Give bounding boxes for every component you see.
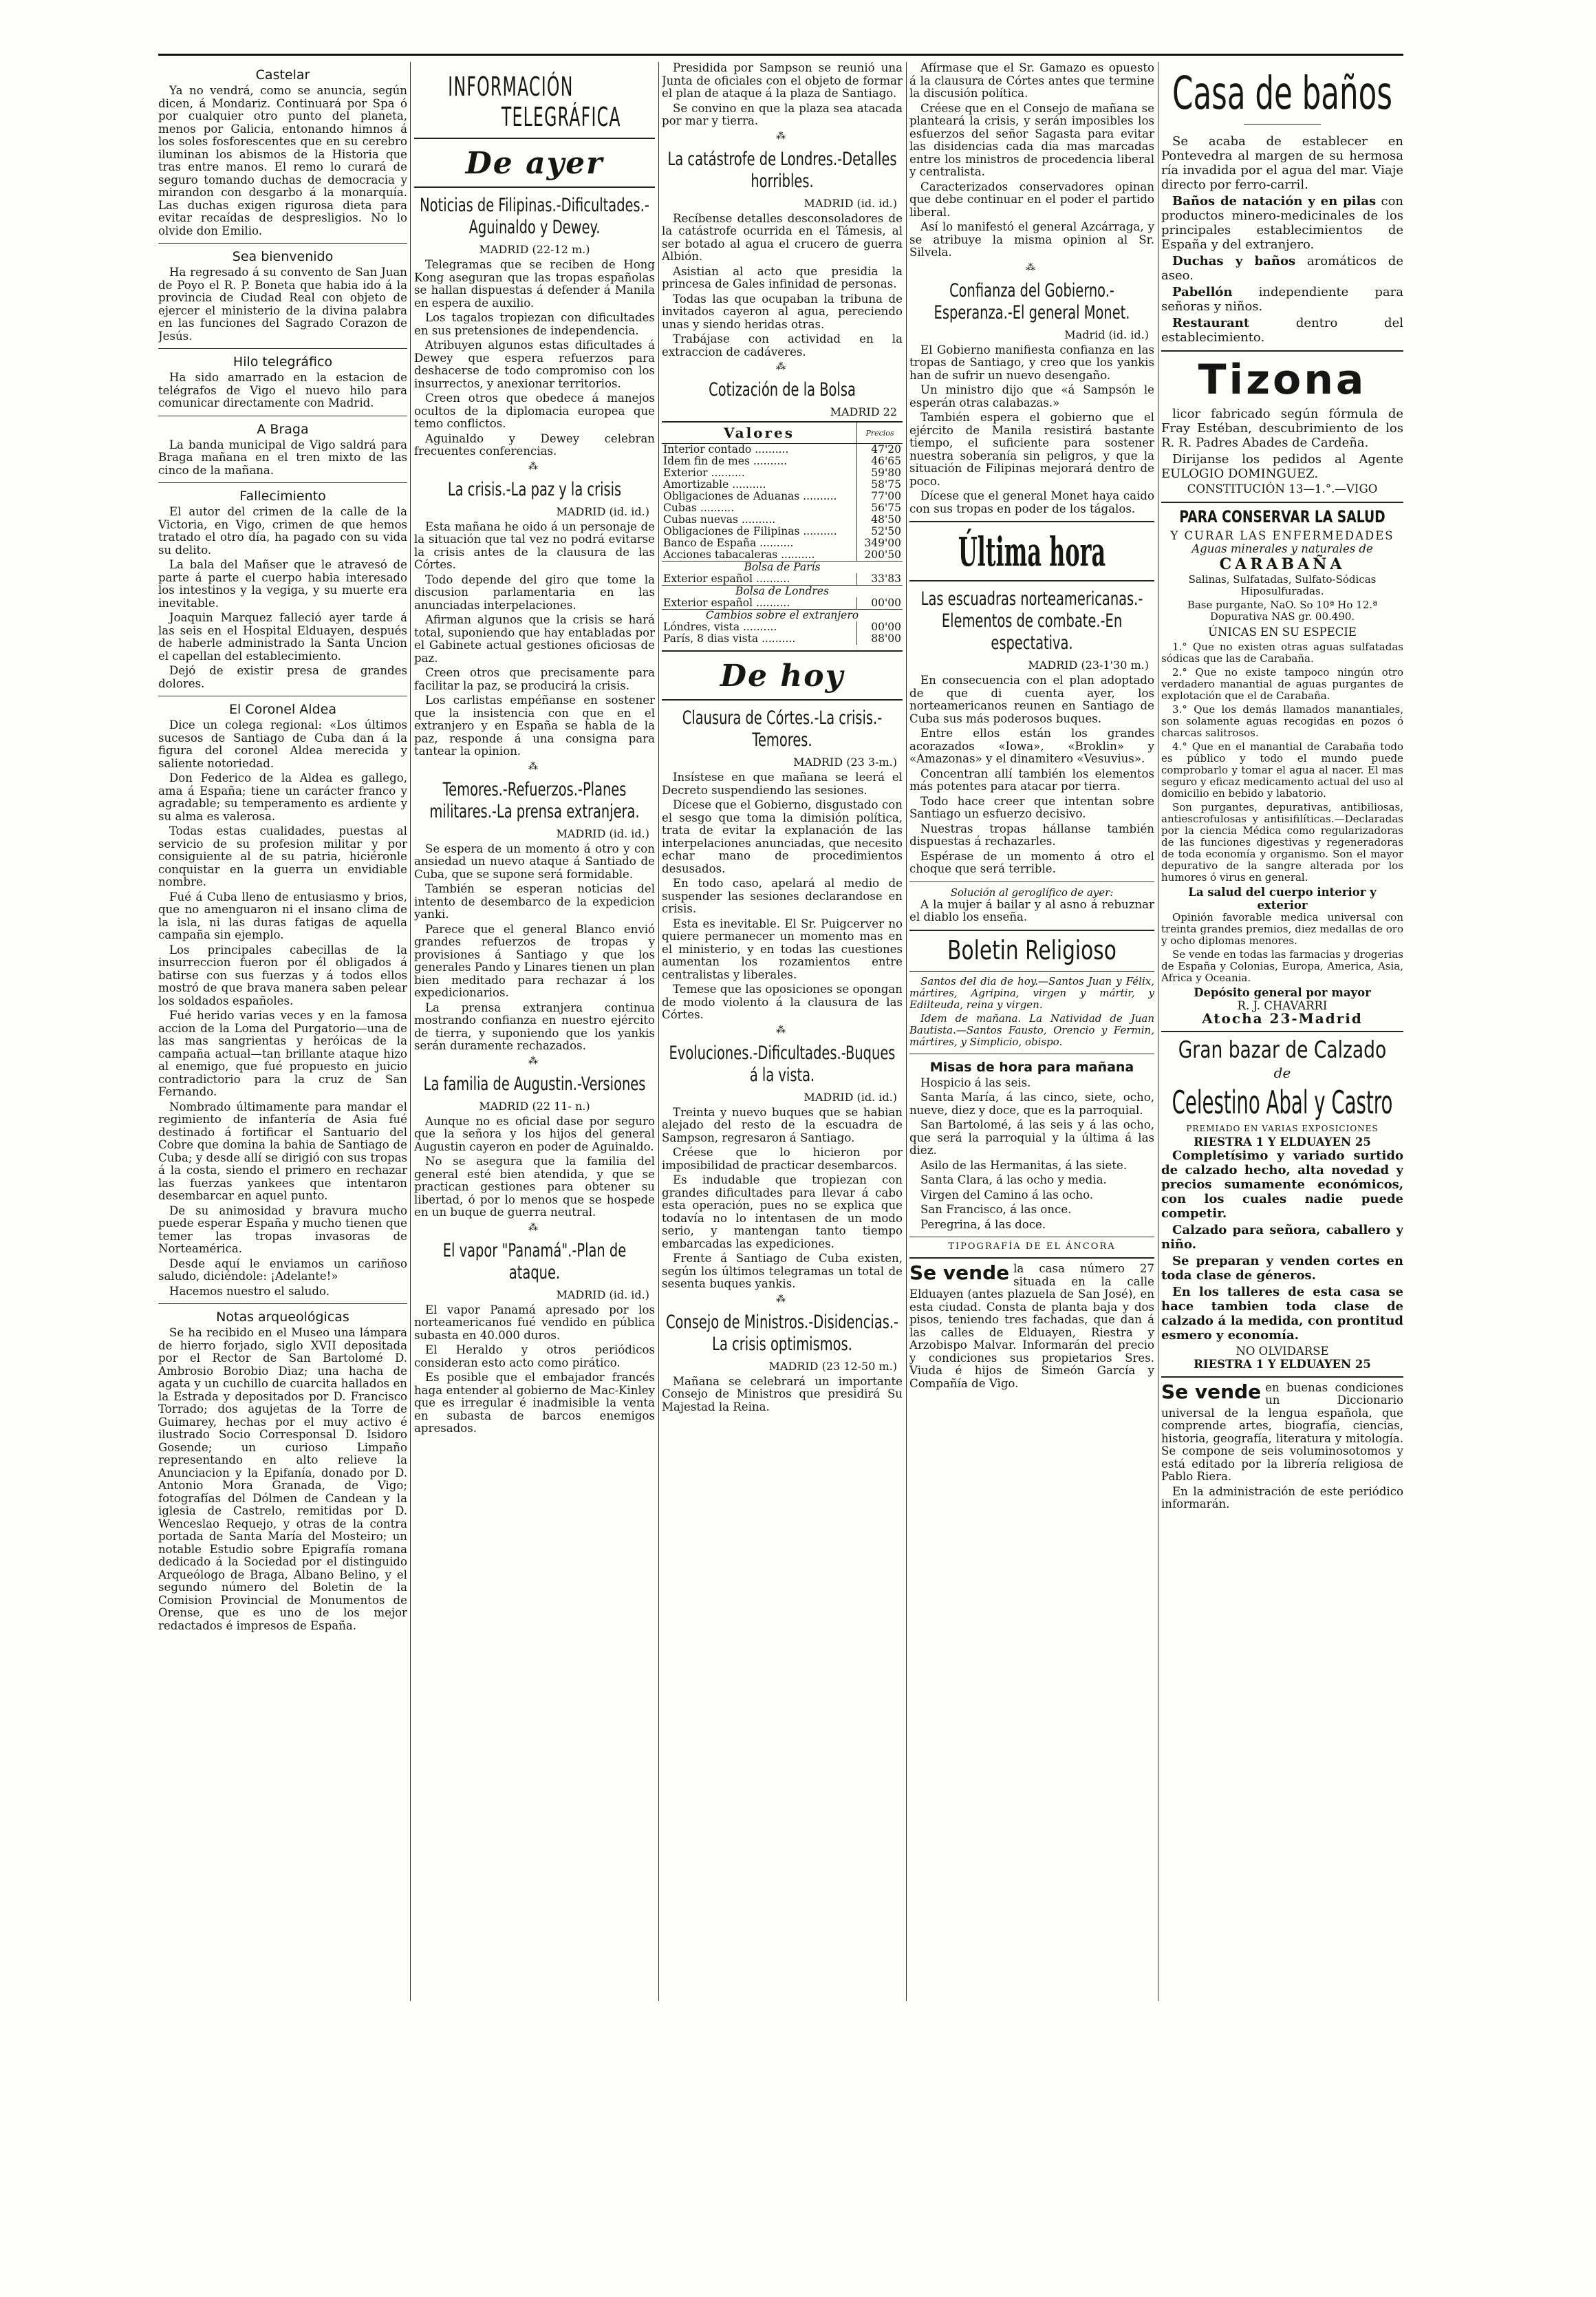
fallecimiento-p4: Dejó de existir presa de grandes dolores. bbox=[158, 664, 407, 690]
bolsa-value: 56'75 bbox=[857, 502, 903, 514]
bolsa-row bbox=[662, 456, 903, 467]
tizona-heading: Tizona bbox=[1198, 356, 1367, 404]
filipinas-p2: Los tagalos tropiezan con dificultades en sus pretensiones de independencia. bbox=[414, 311, 655, 337]
bolsa-row bbox=[662, 573, 903, 586]
bolsa-section-row bbox=[662, 562, 903, 574]
bolsa-header-valores: Valores bbox=[662, 422, 857, 444]
deposito-line: Depósito general por mayor bbox=[1194, 985, 1371, 999]
casa-banos-p1: Se acaba de establecer en Pontevedra al margen de su hermosa ría invadida por el agua del mar. Viaje directo por ferro-carril. bbox=[1161, 134, 1403, 192]
asterism: ⁂ bbox=[528, 1055, 541, 1067]
salud-p1: Salinas, Sulfatadas, Sulfato-Sódicas Hiposulfuradas. bbox=[1188, 573, 1377, 597]
panama-p1: El vapor Panamá apresado por los norteamericanos fué vendido en pública subasta en 40.000 duros. bbox=[414, 1303, 655, 1342]
aldea-p1: Dice un colega regional: «Los últimos sucesos de Santiago de Cuba dan á la figura del coronel Aldea merecida y saliente notoriedad. bbox=[158, 718, 407, 770]
aldea-p5: Los principales cabecillas de la insurreccion fueron por él obligados á batirse con sus fuerzas y á todos ellos mostró de que brava manera saben pelear los soldados españoles. bbox=[158, 943, 407, 1007]
bolsa-value: 88'00 bbox=[857, 633, 903, 645]
bolsa-label: Exterior español .......... bbox=[663, 573, 790, 585]
se-vende-p2: En la administración de este periódico informarán. bbox=[1161, 1484, 1403, 1510]
bolsa-row bbox=[662, 633, 903, 645]
clausura-date: MADRID (23 3-m.) bbox=[793, 756, 897, 769]
confianza-p4: Dícese que el general Monet haya caido con sus tropas en poder de los tágalos. bbox=[909, 489, 1154, 515]
asterism: ⁂ bbox=[776, 1293, 788, 1305]
bolsa-label: Exterior .......... bbox=[663, 467, 745, 479]
casa-banos-p2: con productos minero-medicinales de los principales establecimientos de España y del extranjero. bbox=[1161, 194, 1403, 252]
chavarri-line: R. J. CHAVARRI bbox=[1237, 998, 1328, 1012]
bolsa-row bbox=[662, 502, 903, 514]
aldea-p4: Fué á Cuba lleno de entusiasmo y brios, que no amenguaron ni el insano clima de la isla, ni las duras fatigas de aquella campaña sin ejemplo. bbox=[158, 890, 407, 941]
salud-heading: PARA CONSERVAR LA SALUD bbox=[1179, 506, 1385, 526]
castelar-text: Ya no vendrá, como se anuncia, según dicen, á Mondariz. Continuará por Spa ó por cualquier otro punto del planeta, menos por Galicia, entonando himnos á los soles fosforescentes que en su cerebro iluminan los abismos de la Historia que tras entre manos. El remo lo curará de seguro tomando duchas de democracia y mirandon con desgarbo á la monarquía. Las duchas exigen rigurosa dieta para evitar recaídas de despresligios. No lo olvide don Emilio. bbox=[158, 84, 407, 237]
augustin-date: MADRID (22 11- n.) bbox=[479, 1099, 590, 1113]
bolsa-section-label: Bolsa de Londres bbox=[662, 586, 903, 598]
salud-bold-line: La salud del cuerpo interior y exterior bbox=[1188, 885, 1377, 912]
divider bbox=[1244, 124, 1321, 125]
bolsa-value: 33'83 bbox=[857, 573, 903, 586]
salud-p2: Base purgante, NaO. So 10ª Ho 12.ª Dopurativa NAS gr. 00.490. bbox=[1187, 598, 1378, 623]
panama-date: MADRID (id. id.) bbox=[556, 1288, 649, 1301]
asterism: ⁂ bbox=[528, 460, 541, 472]
misa-line: Asilo de las Hermanitas, á las siete. bbox=[920, 1158, 1128, 1172]
bolsa-value: 77'00 bbox=[857, 491, 903, 502]
fallecimiento-p2: La bala del Mañser que le atravesó de parte á parte el cuerpo habia interesado los intestinos y la vegiga, y su muerte era inevitable. bbox=[158, 558, 407, 610]
misa-line: Hospicio á las seis. bbox=[920, 1076, 1031, 1089]
bazar-de: de bbox=[1273, 1064, 1291, 1081]
clausura-p1: Insístese en que mañana se leerá el Decreto suspendiendo las sesiones. bbox=[662, 771, 903, 797]
misa-line: San Francisco, á las once. bbox=[920, 1203, 1072, 1216]
panama-p3: Es posible que el embajador francés haga entender al gobierno de Mac-Kinley que es irregular é inadmisible la venta en subasta de barcos enemigos apresados. bbox=[414, 1371, 655, 1435]
crisis-p1: Esta mañana he oido á un personaje de la situación que tal vez no podrá evitarse la crisis antes de la clausura de las Córtes. bbox=[414, 520, 655, 571]
casa-banos-p4: independiente para señoras y niños. bbox=[1161, 285, 1403, 314]
bolsa-header-row bbox=[662, 422, 903, 444]
confianza-date: Madrid (id. id.) bbox=[1064, 328, 1149, 341]
confianza-p2: Un ministro dijo que «á Sampsón le esperán otras calabazas.» bbox=[909, 383, 1154, 409]
column-rule bbox=[410, 62, 411, 2001]
salud-p3: Son purgantes, depurativas, antibiliosas, antiescrofulosas y antisifilíticas.—Declaradas por la ciencia Médica como regularizadoras de las funciones digestivas y regeneradoras de toda economía y organismo. Son el mayor depurativo de la sangre alterada por los humores ó virus en general. bbox=[1161, 800, 1403, 884]
asterism: ⁂ bbox=[528, 760, 541, 772]
escuadras-p1: En consecuencia con el plan adoptado de que di cuenta ayer, los norteamericanos reunen en Santiago de Cuba sus más poderosos buques. bbox=[909, 674, 1154, 725]
informacion-title: INFORMACIÓN bbox=[448, 72, 574, 102]
casa-banos-heading: Casa de baños bbox=[1172, 67, 1392, 120]
salud-p4: Opinión favorable medica universal con treinta grandes premios, diez medallas de oro y ocho diplomas menores. bbox=[1161, 910, 1403, 947]
tipografia-line: TIPOGRAFÍA DE EL ÁNCORA bbox=[948, 1241, 1116, 1252]
bolsa-row bbox=[662, 537, 903, 549]
divider bbox=[414, 186, 655, 188]
temores-p4: La prensa extranjera continua mostrando confianza en nuestro ejército de tierra, y suponiendo que los yankis serán duramente rechazados. bbox=[414, 1001, 655, 1052]
divider bbox=[1161, 502, 1403, 503]
asterism: ⁂ bbox=[528, 1221, 541, 1233]
temores-p1: Se espera de un momento á otro y con ansiedad un nuevo ataque á Santiado de Cuba, que se supone será formidable. bbox=[414, 842, 655, 881]
bolsa-label: Acciones tabacaleras .......... bbox=[663, 548, 815, 561]
bazar-no-olvidarse: NO OLVIDARSE bbox=[1236, 1344, 1329, 1358]
column-1 bbox=[158, 62, 407, 2001]
consejo-heading: Consejo de Ministros.-Disidencias.-La crisis optimismos. bbox=[665, 1311, 899, 1355]
gamazo-p4: Así lo manifestó el general Azcárraga, y se atribuye la misma opinion al Sr. Silvela. bbox=[909, 220, 1154, 259]
misa-line: San Bartolomé, á las seis y á las ocho, que será la parroquial y la última á las diez. bbox=[909, 1118, 1154, 1157]
telegrafica-title: TELEGRÁFICA bbox=[501, 102, 621, 132]
bolsa-row bbox=[662, 526, 903, 537]
aldea-p2: Don Federico de la Aldea es gallego, ama á España; tiene un carácter franco y agradable; su temperamento es ardiente y su alma es valerosa. bbox=[158, 771, 407, 823]
gamazo-p3: Caracterizados conservadores opinan que debe continuar en el poder el partido liberal. bbox=[909, 180, 1154, 219]
gamazo-p1: Afírmase que el Sr. Gamazo es opuesto á la clausura de Córtes antes que termine la discusión política. bbox=[909, 62, 1154, 100]
fallecimiento-p3: Joaquin Marquez falleció ayer tarde á las seis en el Hospital Elduayen, después de haberle administrado la Santa Uncion el capellan del establecimiento. bbox=[158, 611, 407, 663]
asterism: ⁂ bbox=[1026, 261, 1038, 273]
bolsa-row bbox=[662, 444, 903, 456]
bolsa-value: 00'00 bbox=[857, 621, 903, 633]
casa-banos-p5-bold: Restaurant bbox=[1172, 316, 1250, 330]
panama-p2: El Heraldo y otros periódicos consideran esto acto como pirático. bbox=[414, 1343, 655, 1369]
divider bbox=[158, 482, 407, 483]
salud-sub2: Aguas minerales y naturales de bbox=[1191, 542, 1373, 555]
casa-banos-p5: dentro del establecimiento. bbox=[1161, 316, 1403, 345]
clausura-heading: Clausura de Córtes.-La crisis.-Temores. bbox=[682, 707, 883, 751]
evoluciones-p2: Créese que lo hicieron por imposibilidad de practicar desembarcos. bbox=[662, 1146, 903, 1172]
londres-date: MADRID (id. id.) bbox=[804, 196, 897, 210]
bolsa-label: Interior contado .......... bbox=[663, 443, 789, 456]
filipinas-heading: Noticias de Filipinas.-Dificultades.-Aguinaldo y Dewey. bbox=[420, 195, 649, 238]
column-5 bbox=[1161, 62, 1403, 2001]
se-vende-text-2: en buenas condiciones un Diccionario universal de la lengua española, que comprende artes, biografía, ciencias, historia, geografía, literatura y mitología. Se compone de seis voluminosotomos y está editado por la librería religiosa de Pablo Riera. bbox=[1161, 1380, 1403, 1483]
bazar-p2: Calzado para señora, caballero y niño. bbox=[1161, 1222, 1403, 1252]
temores-date: MADRID (id. id.) bbox=[556, 826, 649, 840]
bazar-p1: Completísimo y variado surtido de calzado hecho, alta novedad y precios sumamente económicos, con los cuales nadie puede competir. bbox=[1161, 1148, 1403, 1221]
sampson-p2: Se convino en que la plaza sea atacada por mar y tierra. bbox=[662, 101, 903, 127]
bolsa-row bbox=[662, 621, 903, 633]
jeroglifico-text: A la mujer á bailar y al asno á rebuznar el diablo los enseña. bbox=[909, 897, 1154, 923]
crisis-p5: Los carlistas empéñanse en sostener que la insistencia con que en el extranjero y en España se habla de la paz, responde á una consigna para tantear la opinion. bbox=[414, 694, 655, 758]
londres-p4: Trabájase con actividad en la extraccion de cadáveres. bbox=[662, 332, 903, 359]
se-vende-label-2: Se vende bbox=[1161, 1380, 1262, 1403]
bolsa-row bbox=[662, 597, 903, 610]
tizona-p1: licor fabricado según fórmula de Fray Estéban, descubrimiento de los R. R. Padres Abades de Cardeña. bbox=[1161, 407, 1403, 450]
filipinas-p1: Telegramas que se reciben de Hong Kong aseguran que las tropas españolas se hallan dispuestas á defender á Manila en espera de auxilio. bbox=[414, 258, 655, 310]
column-3 bbox=[662, 62, 903, 2001]
castelar-heading: Castelar bbox=[255, 67, 310, 83]
bazar-address: RIESTRA 1 Y ELDUAYEN 25 bbox=[1194, 1135, 1371, 1148]
filipinas-p5: Aguinaldo y Dewey celebran frecuentes conferencias. bbox=[414, 431, 655, 458]
ultima-hora-banner: Última hora bbox=[958, 528, 1106, 575]
misas-list bbox=[909, 1077, 1154, 1232]
divider bbox=[1161, 1376, 1403, 1378]
bazar-p3: Se preparan y venden cortes en toda clase de géneros. bbox=[1161, 1253, 1403, 1283]
evoluciones-heading: Evoluciones.-Dificultades.-Buques á la vista. bbox=[669, 1042, 896, 1086]
salud-item: 4.° Que en el manantial de Carabaña todo es público y todo el mundo puede comprobarlo y tomar el agua al nacer. El mas seguro y eficaz medicamento actual del uso al domicilio en bebido y labatorio. bbox=[1161, 740, 1403, 800]
aldea-p8: De su animosidad y bravura mucho puede esperar España y mucho tienen que temer las tropas invasoras de Norteamérica. bbox=[158, 1204, 407, 1255]
filipinas-p3: Atribuyen algunos estas dificultades á Dewey que espera refuerzos para deshacerse de todo compromiso con los insurrectos, y anexionar territorios. bbox=[414, 339, 655, 390]
aldea-p6: Fué herido varias veces y en la famosa accion de la Loma del Purgatorio—una de las mas sangrientas y heróicas de la campaña actual—tan brillante ataque hizo al enemigo, que fué propuesto en juicio contradictorio para la cruz de San Fernando. bbox=[158, 1009, 407, 1098]
bolsa-label: Obligaciones de Aduanas .......... bbox=[663, 490, 837, 502]
bolsa-value: 46'65 bbox=[857, 456, 903, 467]
bolsa-section-label: Cambios sobre el extranjero bbox=[662, 610, 903, 622]
crisis-p3: Afirman algunos que la crisis se hará total, suponiendo que hay entabladas por el Gabinete actual gestiones oficiosas de paz. bbox=[414, 613, 655, 665]
escuadras-heading: Las escuadras norteamericanas.-Elementos de combate.-En espectativa. bbox=[920, 588, 1143, 654]
evoluciones-p1: Treinta y nuevo buques que se habian alejado del resto de la escuadra de Sampson, regresaron á Santiago. bbox=[662, 1105, 903, 1144]
se-vende-text: la casa número 27 situada en la calle Elduayen (antes plazuela de San José), en esta ciudad. Consta de planta baja y dos pisos, teniendo tres fachadas, que dan á las calles de Elduayen, Riestra y Arzobispo Malvar. Informarán del precio y condiciones sus propietarios Sres. Viuda é hijos de Simeón García y Compañía de Vigo. bbox=[909, 1262, 1154, 1390]
misa-line: Virgen del Camino á las ocho. bbox=[920, 1188, 1094, 1201]
casa-banos-p3-bold: Duchas y baños bbox=[1172, 254, 1296, 268]
casa-banos-p2-bold: Baños de natación y en pilas bbox=[1172, 194, 1377, 209]
braga-heading: A Braga bbox=[257, 421, 309, 437]
consejo-date: MADRID (23 12-50 m.) bbox=[768, 1359, 897, 1373]
bolsa-label: Obligaciones de Filipinas .......... bbox=[663, 525, 837, 537]
braga-text: La banda municipal de Vigo saldrá para Braga mañana en el tren mixto de las cinco de la mañana. bbox=[158, 438, 407, 477]
bolsa-table bbox=[662, 421, 903, 645]
notas-text: Se ha recibido en el Museo una lámpara de hierro forjado, siglo XVII depositada por el Rector de San Bartolomé D. Ambrosio Borobio Diaz; una hacha de agata y un cuchillo de cuarcita hallados en la Estrada y depositados por D. Francisco Torrado; dos agujetas de la Torre de Guimarey, hechas por el muy activo é ilustrado Socio Corresponsal D. Isidoro Gosende; un curioso Limpaño representando en alto relieve la Anunciacion y la Epifanía, donado por D. Antonio Mora Granada, de Vigo; fotografías del Dólmen de Candean y la iglesia de Castrelo, remitidas por D. Wenceslao Requejo, y otras de la contra portada de Santa María del Mosteiro; un notable Estudio sobre Epigrafía romana dedicado á la Sociedad por el distinguido Arqueólogo de Braga, Albano Belino, y el segundo número del Boletin de la Comision Provincial de Monumentos de Orense, que es uno de los mejor redactados é impresos de España. bbox=[158, 1326, 407, 1632]
temores-heading: Temores.-Refuerzos.-Planes militares.-La prensa extranjera. bbox=[429, 778, 640, 822]
column-4 bbox=[909, 62, 1154, 2001]
casa-banos-p3: aromáticos de aseo. bbox=[1161, 254, 1403, 283]
aldea-heading: El Coronel Aldea bbox=[229, 702, 336, 717]
misa-line: Peregrina, á las doce. bbox=[920, 1217, 1046, 1231]
aldea-p3: Todas estas cualidades, puestas al servicio de su profesion militar y por consiguiente al de su patria, hiciéronle conquistar en la guerra un envidiable nombre. bbox=[158, 824, 407, 888]
boletin-heading: Boletin Religioso bbox=[947, 934, 1117, 965]
bolsa-value: 59'80 bbox=[857, 467, 903, 479]
divider bbox=[158, 243, 407, 244]
salud-items bbox=[1161, 641, 1403, 800]
divider bbox=[158, 1303, 407, 1304]
jeroglifico-heading: Solución al geroglífico de ayer: bbox=[950, 886, 1114, 899]
divider bbox=[414, 138, 655, 139]
bolsa-row bbox=[662, 549, 903, 562]
augustin-p2: No se asegura que la familia del general esté bien atendida, y que se practican gestiones para obtener su libertad, ó por lo menos que se hospede en un buque de guerra neutral. bbox=[414, 1155, 655, 1219]
salud-item: 1.° Que no existen otras aguas sulfatadas sódicas que las de Carabaña. bbox=[1161, 640, 1403, 665]
bienvenido-heading: Sea bienvenido bbox=[232, 249, 334, 264]
bolsa-row bbox=[662, 479, 903, 491]
divider bbox=[909, 1257, 1154, 1259]
asterism: ⁂ bbox=[776, 130, 788, 142]
evoluciones-p3: Es indudable que tropiezan con grandes dificultades para llevar á cabo esta operación, pues no se explica que todavía no lo intentasen de un modo serio, y mantengan tanto tiempo embarcadas las expediciones. bbox=[662, 1173, 903, 1250]
atocha-line: Atocha 23-Madrid bbox=[1202, 1009, 1363, 1027]
tizona-p2: Dirijanse los pedidos al Agente EULOGIO DOMINGUEZ. bbox=[1161, 452, 1403, 481]
escuadras-p3: Concentran allí también los elementos más potentes para atacar por tierra. bbox=[909, 767, 1154, 793]
escuadras-p5: Nuestras tropas hállanse también dispuestas á rechazarles. bbox=[909, 822, 1154, 848]
fallecimiento-p1: El autor del crimen de la calle de la Victoria, en Vigo, crimen de que hemos tratado el otro día, ha pagado con su vida su delito. bbox=[158, 505, 407, 557]
confianza-heading: Confianza del Gobierno.-Esperanza.-El general Monet. bbox=[934, 279, 1130, 323]
asterism: ⁂ bbox=[776, 1024, 788, 1036]
clausura-p5: Temese que las oposiciones se opongan de modo violento á la clausura de las Córtes. bbox=[662, 983, 903, 1021]
bolsa-section-row bbox=[662, 586, 903, 598]
bolsa-label: París, 8 dias vista .......... bbox=[663, 632, 796, 645]
carabana-brand: CARABAÑA bbox=[1219, 555, 1346, 573]
clausura-p4: Esta es inevitable. El Sr. Puigcerver no quiere permanecer un momento mas en el ministerio, y en todas las cuestiones aumentan los rozamientos entre centralistas y liberales. bbox=[662, 917, 903, 981]
bolsa-value: 47'20 bbox=[857, 444, 903, 456]
londres-p3: Todas las que ocupaban la tribuna de invitados cayeron al agua, pereciendo unas y siendo heridas otras. bbox=[662, 292, 903, 331]
sampson-p1: Presidida por Sampson se reunió una Junta de oficiales con el objeto de formar el plan de ataque á la plaza de Santiago. bbox=[662, 62, 903, 100]
aldea-p9: Desde aquí le enviamos un cariñoso saludo, diciéndole: ¡Adelante!» bbox=[158, 1257, 407, 1283]
evoluciones-date: MADRID (id. id.) bbox=[804, 1090, 897, 1104]
filipinas-date: MADRID (22-12 m.) bbox=[479, 243, 590, 256]
bolsa-row bbox=[662, 491, 903, 502]
top-rule bbox=[158, 54, 1403, 56]
divider bbox=[909, 971, 1154, 972]
divider bbox=[662, 650, 903, 652]
temores-p2: También se esperan noticias del intento de desembarco de la expedicion yanki. bbox=[414, 882, 655, 921]
bazar-premiado: PREMIADO EN VARIAS EXPOSICIONES bbox=[1186, 1123, 1379, 1133]
boletin-p2: Idem de mañana. La Natividad de Juan Bautista.—Santos Fausto, Orencio y Fermin, mártires, y Simplicio, obispo. bbox=[909, 1012, 1154, 1048]
temores-p3: Parece que el general Blanco envió grandes refuerzos de tropas y provisiones á Santiago y que los generales Pando y Linares tienen un plan bien meditado para rechazar á los expedicionarios. bbox=[414, 922, 655, 999]
bazar-p4: En los talleres de esta casa se hace tambien toda clase de calzado á la medida, con prontitud esmero y economía. bbox=[1161, 1284, 1403, 1343]
bolsa-value: 00'00 bbox=[857, 597, 903, 610]
asterism: ⁂ bbox=[776, 361, 788, 372]
augustin-p1: Aunque no es oficial dase por seguro que la señora y los hijos del general Augustin cayeron en poder de Aguinaldo. bbox=[414, 1114, 655, 1153]
column-rule bbox=[906, 62, 907, 2001]
bazar-address2: RIESTRA 1 Y ELDUAYEN 25 bbox=[1194, 1357, 1371, 1371]
divider bbox=[1161, 1031, 1403, 1032]
clausura-p2: Dícese que el Gobierno, disgustado con el sesgo que toma la dimisión política, trata de evitar la explanación de las interpelaciones anunciadas, que necesito echar mano de procedimientos desusados. bbox=[662, 798, 903, 875]
column-2 bbox=[414, 62, 655, 2001]
notas-heading: Notas arqueológicas bbox=[216, 1310, 349, 1325]
bolsa-value: 349'00 bbox=[857, 537, 903, 549]
bolsa-label: Cubas nuevas .......... bbox=[663, 513, 776, 526]
de-ayer-banner: De ayer bbox=[465, 146, 604, 181]
bolsa-heading: Cotización de la Bolsa bbox=[709, 379, 856, 400]
bolsa-label: Exterior español .......... bbox=[663, 597, 790, 609]
hilo-text: Ha sido amarrado en la estacion de telégrafos de Vigo el nuevo hilo para comunicar directamente con Madrid. bbox=[158, 371, 407, 409]
panama-heading: El vapor "Panamá".-Plan de ataque. bbox=[442, 1239, 627, 1283]
escuadras-date: MADRID (23-1'30 m.) bbox=[1028, 659, 1149, 672]
crisis-p4: Creen otros que precisamente para facilitar la paz, se producirá la crisis. bbox=[414, 666, 655, 692]
bolsa-value: 200'50 bbox=[857, 549, 903, 562]
se-vende-label: Se vende bbox=[909, 1261, 1010, 1284]
tizona-p3: CONSTITUCIÓN 13—1.°.—VIGO bbox=[1187, 482, 1378, 495]
divider bbox=[662, 699, 903, 701]
bolsa-header-precios: Precios bbox=[857, 422, 903, 444]
column-rule bbox=[658, 62, 659, 2001]
escuadras-p4: Todo hace creer que intentan sobre Santiago un esfuerzo decisivo. bbox=[909, 794, 1154, 820]
consejo-p1: Mañana se celebrará un importante Consejo de Ministros que presidirá Su Majestad la Reina. bbox=[662, 1374, 903, 1413]
bolsa-label: Idem fin de mes .......... bbox=[663, 455, 788, 467]
divider bbox=[1161, 350, 1403, 352]
bolsa-body bbox=[662, 444, 903, 645]
bolsa-label: Lóndres, vista .......... bbox=[663, 621, 777, 633]
bolsa-value: 48'50 bbox=[857, 514, 903, 526]
salud-sub: Y CURAR LAS ENFERMEDADES bbox=[1170, 528, 1394, 542]
crisis-heading: La crisis.-La paz y la crisis bbox=[447, 478, 622, 500]
casa-banos-p4-bold: Pabellón bbox=[1172, 285, 1233, 299]
de-hoy-banner: De hoy bbox=[720, 659, 845, 694]
bolsa-row bbox=[662, 467, 903, 479]
hilo-heading: Hilo telegráfico bbox=[233, 354, 333, 370]
escuadras-p2: Entre ellos están los grandes acorazados «Iowa», «Broklin» y «Amazonas» y el dinamitero «Vesuvius». bbox=[909, 727, 1154, 765]
escuadras-p6: Espérase de un momento á otro el choque que será terrible. bbox=[909, 849, 1154, 875]
bolsa-label: Cubas .......... bbox=[663, 502, 735, 514]
crisis-date: MADRID (id. id.) bbox=[556, 504, 649, 518]
crisis-p2: Todo depende del giro que tome la discusion parlamentaria en las anunciadas interpelaciones. bbox=[414, 573, 655, 612]
aldea-p10: Hacemos nuestro el saludo. bbox=[169, 1284, 330, 1298]
fallecimiento-heading: Fallecimiento bbox=[239, 489, 326, 504]
londres-heading: La catástrofe de Londres.-Detalles horribles. bbox=[667, 148, 897, 192]
londres-p2: Asistian al acto que presidia la princesa de Gales infinidad de personas. bbox=[662, 264, 903, 290]
confianza-p3: También espera el gobierno que el ejército de Manila resistirá bastante tiempo, el suficiente para sostener nuestra soberanía sin peligros, y que la situación de Filipinas mejorará dentro de poco. bbox=[909, 411, 1154, 488]
augustin-heading: La familia de Augustin.-Versiones bbox=[423, 1073, 646, 1095]
misa-line: Santa Clara, á las ocho y media. bbox=[920, 1173, 1107, 1186]
bazar-heading: Gran bazar de Calzado bbox=[1178, 1036, 1387, 1064]
salud-item: 2.° Que no existe tampoco ningún otro verdadero manantial de aguas purgantes de explotación que el de Carabaña. bbox=[1161, 665, 1403, 702]
confianza-p1: El Gobierno manifiesta confianza en las tropas de Santiago, y creo que los yankis han de sufrir un nuevo desengaño. bbox=[909, 343, 1154, 382]
unicas-heading: ÚNICAS EN SU ESPECIE bbox=[1208, 625, 1357, 639]
bolsa-row bbox=[662, 514, 903, 526]
bienvenido-text: Ha regresado á su convento de San Juan de Poyo el R. P. Boneta que habia ido á la provincia de Ciudad Real con objeto de ejercer el ministerio de la divina palabra en las funciones del Sagrado Corazon de Jesús. bbox=[158, 266, 407, 343]
bazar-name: Celestino Abal y Castro bbox=[1172, 1083, 1393, 1121]
aldea-p7: Nombrado últimamente para mandar el regimiento de infantería de Asia fué destinado á fortificar el Santuario del Cobre que domina la bahia de Santiago de Cuba; y desde allí se dirigió con sus tropas á la costa, siendo el primero en rechazar las fuerzas yankees que intentaron desembarcar en aquel punto. bbox=[158, 1100, 407, 1202]
bolsa-value: 52'50 bbox=[857, 526, 903, 537]
divider bbox=[158, 348, 407, 349]
bolsa-label: Amortizable .......... bbox=[663, 478, 766, 491]
misas-heading: Misas de hora para mañana bbox=[929, 1059, 1134, 1075]
bolsa-date: MADRID 22 bbox=[830, 405, 897, 418]
divider bbox=[909, 580, 1154, 581]
salud-item: 3.° Que los demás llamados manantiales, son solamente aguas recogidas en pozos ó charcas salitrosos. bbox=[1161, 703, 1403, 739]
filipinas-p4: Creen otros que obedece á manejos ocultos de la diplomacia europea que temo conflictos. bbox=[414, 392, 655, 430]
misa-line: Santa María, á las cinco, siete, ocho, nueve, diez y doce, que es la parroquial. bbox=[909, 1091, 1154, 1117]
bolsa-section-row bbox=[662, 610, 903, 622]
divider bbox=[909, 930, 1154, 931]
salud-p5: Se vende en todas las farmacias y drogerias de España y Colonias, Europa, America, Asia, Africa y Oceania. bbox=[1161, 948, 1403, 984]
bolsa-value: 58'75 bbox=[857, 479, 903, 491]
bolsa-section-label: Bolsa de París bbox=[662, 562, 903, 574]
clausura-p3: En todo caso, apelará al medio de suspender las sesiones declarandose en crisis. bbox=[662, 877, 903, 915]
gamazo-p2: Créese que en el Consejo de mañana se planteará la crisis, y serán imposibles los esfuerzos del señor Sagasta para evitar las disidencias cada dia mas marcadas entre los ministros de procedencia liberal y centralista. bbox=[909, 101, 1154, 178]
bolsa-label: Banco de España .......... bbox=[663, 537, 794, 549]
londres-p1: Recíbense detalles desconsoladores de la catástrofe ocurrida en el Támesis, al ser botado al agua el crucero de guerra Albión. bbox=[662, 211, 903, 263]
newspaper-page bbox=[158, 54, 1403, 2001]
evoluciones-p4: Frente á Santiago de Cuba existen, según los últimos telegramas un total de sesenta buques yankis. bbox=[662, 1252, 903, 1290]
boletin-p1: Santos del dia de hoy.—Santos Juan y Félix, mártires, Agripina, virgen y mártir, y Edilteuda, reina y virgen. bbox=[909, 974, 1154, 1011]
divider bbox=[909, 521, 1154, 522]
